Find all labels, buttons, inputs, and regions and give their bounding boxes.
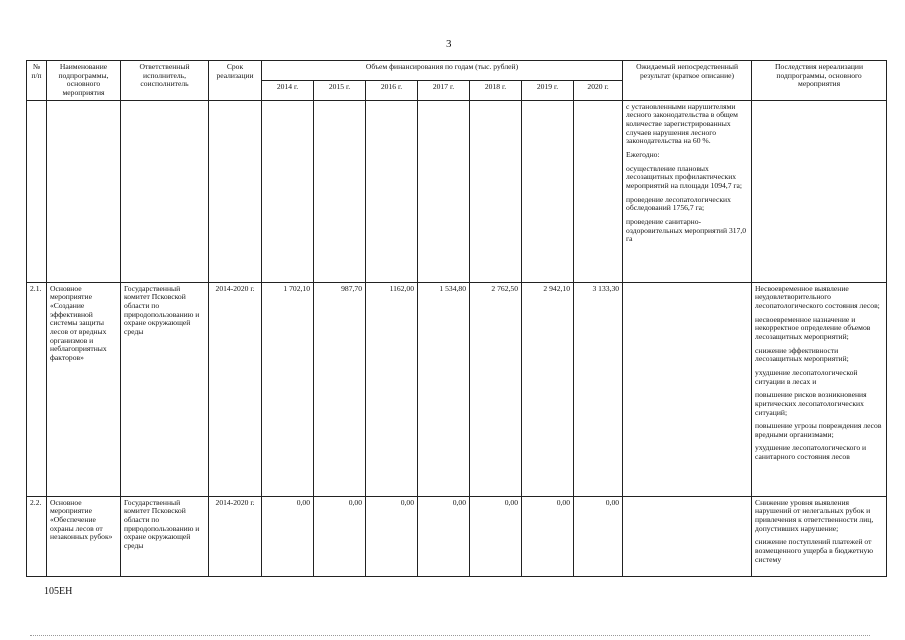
funding-value: 987,70 <box>314 282 366 496</box>
continuation-row <box>27 100 887 282</box>
header-row-1 <box>27 61 887 81</box>
page-number: 3 <box>446 38 452 50</box>
consequence-text: Снижение уровня выявления нарушений от нелегальных рубок и привлечения к ответственности лиц, допустивших нарушение; <box>755 497 874 533</box>
funding-value: 1 534,80 <box>418 282 470 496</box>
program-table <box>26 60 887 577</box>
result-text: Ежегодно: <box>626 149 660 159</box>
funding-value: 0,00 <box>418 496 470 576</box>
result-text: с установленными нарушителями лесного законодательства в общем количестве зарегистрированных случаев нарушения лесного законодательства на 60 %. <box>626 101 738 146</box>
funding-value: 0,00 <box>262 496 314 576</box>
page-edge-divider <box>30 635 870 636</box>
activity-name: Основное мероприятие «Обеспечение охраны лесов от незаконных рубок» <box>47 496 121 576</box>
consequence-text: ухудшение лесопатологической ситуации в лесах и <box>755 367 858 386</box>
header-funding: Объем финансирования по годам (тыс. рублей) <box>262 61 623 81</box>
term: 2014-2020 г. <box>209 496 262 576</box>
header-result: Ожидаемый непосредственный результат (краткое описание) <box>623 61 752 101</box>
result-text: осуществление плановых лесозащитных профилактических мероприятий на площади 1094,7 га; <box>626 163 742 190</box>
funding-value: 0,00 <box>314 496 366 576</box>
consequence-text: несвоевременное назначение и некорректное определение объемов лесозащитных мероприятий; <box>755 314 871 341</box>
funding-value: 0,00 <box>522 496 574 576</box>
row-number: 2.1. <box>27 282 47 496</box>
consequence-text: Несвоевременное выявление неудовлетворительного лесопатологического состояния лесов; <box>755 283 880 310</box>
consequence-text: снижение поступлений платежей от возмещенного ущерба в бюджетную систему <box>755 537 874 564</box>
funding-value: 0,00 <box>366 496 418 576</box>
activity-name: Основное мероприятие «Создание эффективной системы защиты лесов от вредных организмов и неблагоприятных факторов» <box>47 282 121 496</box>
responsible-executor: Государственный комитет Псковской области по природопользованию и охране окружающей среды <box>121 496 209 576</box>
funding-value: 1 702,10 <box>262 282 314 496</box>
header-year: 2019 г. <box>522 80 574 100</box>
header-year: 2018 г. <box>470 80 522 100</box>
header-consequences: Последствия нереализации подпрограммы, основного мероприятия <box>752 61 887 101</box>
funding-value: 2 762,50 <box>470 282 522 496</box>
consequences-cell <box>752 496 887 576</box>
consequence-text: повышение рисков возникновения критических лесопатологических ситуаций; <box>755 390 867 417</box>
header-year: 2016 г. <box>366 80 418 100</box>
consequence-text: ухудшение лесопатологического и санитарного состояния лесов <box>755 443 867 462</box>
header-responsible: Ответственный исполнитель, соисполнитель <box>121 61 209 101</box>
footer-code: 105ЕН <box>44 586 73 597</box>
header-year: 2015 г. <box>314 80 366 100</box>
funding-value: 1162,00 <box>366 282 418 496</box>
header-name: Наименование подпрограммы, основного мероприятия <box>47 61 121 101</box>
header-year: 2020 г. <box>574 80 623 100</box>
expected-result-cell <box>623 282 752 496</box>
responsible-executor: Государственный комитет Псковской области по природопользованию и охране окружающей среды <box>121 282 209 496</box>
table-row <box>27 496 887 576</box>
funding-value: 3 133,30 <box>574 282 623 496</box>
header-year: 2017 г. <box>418 80 470 100</box>
result-text: проведение санитарно-оздоровительных мероприятий 317,0 га <box>626 216 747 244</box>
funding-value: 0,00 <box>470 496 522 576</box>
term: 2014-2020 г. <box>209 282 262 496</box>
funding-value: 0,00 <box>574 496 623 576</box>
row-number: 2.2. <box>27 496 47 576</box>
header-year: 2014 г. <box>262 80 314 100</box>
table-row <box>27 282 887 496</box>
result-text: проведение лесопатологических обследований 1756,7 га; <box>626 194 731 213</box>
header-term: Срок реализации <box>209 61 262 101</box>
header-num: № п/п <box>27 61 47 101</box>
funding-value: 2 942,10 <box>522 282 574 496</box>
expected-result-cell <box>623 496 752 576</box>
consequences-cell <box>752 282 887 496</box>
consequence-text: повышение угрозы повреждения лесов вредными организмами; <box>755 421 882 439</box>
expected-result-cell <box>623 100 752 282</box>
consequence-text: снижение эффективности лесозащитных мероприятий; <box>755 345 849 364</box>
